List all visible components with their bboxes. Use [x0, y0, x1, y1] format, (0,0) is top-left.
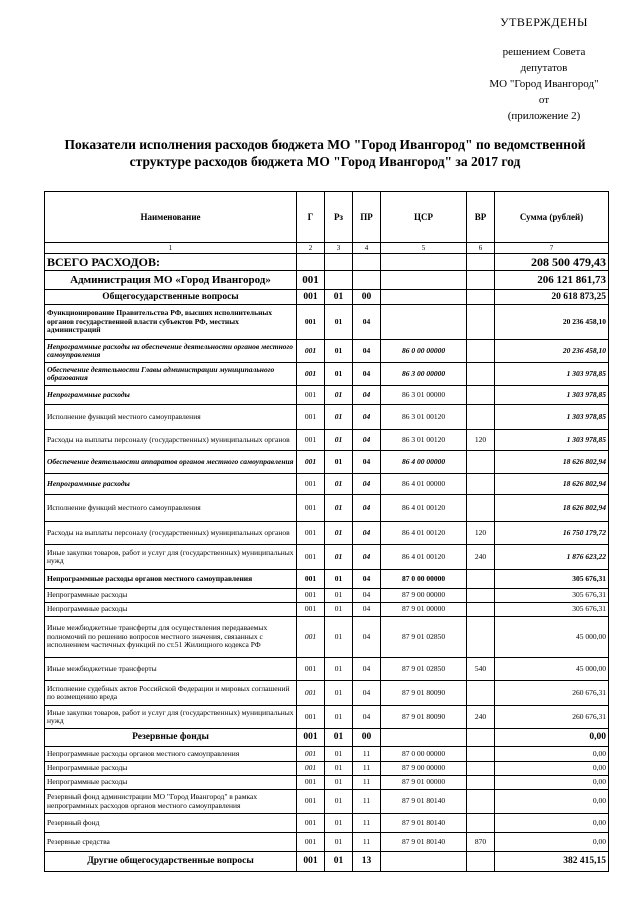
row-rz: 01 [325, 305, 353, 340]
row-pr: 13 [353, 852, 381, 872]
row-vr [467, 271, 495, 290]
row-sum: 1 303 978,85 [495, 363, 609, 386]
row-vr [467, 589, 495, 603]
table-row [45, 681, 609, 706]
row-pr: 11 [353, 790, 381, 814]
row-vr [467, 776, 495, 790]
row-pr: 04 [353, 386, 381, 405]
row-name: Непрограммные расходы [45, 474, 297, 495]
table-row [45, 706, 609, 729]
row-csr: 87 9 01 80140 [381, 790, 467, 814]
row-g: 001 [297, 729, 325, 747]
header-csr: ЦСР [381, 192, 467, 243]
row-vr [467, 762, 495, 776]
row-csr: 87 9 01 02850 [381, 617, 467, 658]
row-csr: 86 3 01 00120 [381, 430, 467, 451]
row-vr [467, 617, 495, 658]
row-rz [325, 254, 353, 271]
row-sum: 16 750 179,72 [495, 522, 609, 545]
row-pr: 04 [353, 340, 381, 363]
row-sum: 0,00 [495, 776, 609, 790]
row-csr: 86 3 01 00120 [381, 405, 467, 430]
row-g: 001 [297, 290, 325, 305]
row-g: 001 [297, 405, 325, 430]
row-sum: 18 626 802,94 [495, 451, 609, 474]
row-sum: 0,00 [495, 833, 609, 852]
row-vr: 870 [467, 833, 495, 852]
row-g: 001 [297, 386, 325, 405]
table-row [45, 833, 609, 852]
row-vr: 540 [467, 658, 495, 681]
row-sum: 305 676,31 [495, 589, 609, 603]
row-pr: 04 [353, 305, 381, 340]
row-name: Непрограммные расходы органов местного самоуправления [45, 747, 297, 762]
row-g: 001 [297, 363, 325, 386]
row-vr [467, 747, 495, 762]
row-pr: 04 [353, 589, 381, 603]
row-vr [467, 790, 495, 814]
row-name: Администрация МО «Город Ивангород» [45, 271, 297, 290]
row-csr: 86 4 01 00120 [381, 495, 467, 522]
row-vr [467, 290, 495, 305]
row-pr: 04 [353, 495, 381, 522]
row-pr: 11 [353, 814, 381, 833]
row-csr: 87 9 01 00000 [381, 603, 467, 617]
row-g: 001 [297, 617, 325, 658]
row-pr: 04 [353, 363, 381, 386]
col-number: 5 [381, 243, 467, 254]
approval-line: МО "Город Ивангород" [489, 78, 599, 90]
row-g: 001 [297, 340, 325, 363]
approval-title: УТВЕРЖДЕНЫ [500, 15, 588, 29]
row-g: 001 [297, 603, 325, 617]
row-sum: 20 236 458,10 [495, 305, 609, 340]
row-vr [467, 386, 495, 405]
row-name: Функционирование Правительства РФ, высших исполнительных органов государственной власти субъектов РФ, местных администраций [45, 305, 297, 340]
row-pr: 04 [353, 430, 381, 451]
row-vr [467, 405, 495, 430]
row-g: 001 [297, 495, 325, 522]
table-row [45, 495, 609, 522]
row-vr [467, 474, 495, 495]
row-sum: 0,00 [495, 729, 609, 747]
row-vr [467, 363, 495, 386]
row-csr: 86 4 01 00120 [381, 545, 467, 570]
approval-line: решением Совета [502, 46, 586, 58]
row-g: 001 [297, 522, 325, 545]
row-name: Исполнение судебных актов Российской Федерации и мировых соглашений по возмещению вреда [45, 681, 297, 706]
row-csr: 87 9 01 00000 [381, 776, 467, 790]
row-name: Обеспечение деятельности Главы администрации муниципального образования [45, 363, 297, 386]
table-row [45, 790, 609, 814]
row-name: Иные закупки товаров, работ и услуг для (государственных) муниципальных нужд [45, 545, 297, 570]
row-rz: 01 [325, 405, 353, 430]
table-header-row [45, 192, 609, 243]
row-rz [325, 271, 353, 290]
row-sum: 1 303 978,85 [495, 430, 609, 451]
row-g: 001 [297, 589, 325, 603]
row-csr: 86 4 01 00000 [381, 474, 467, 495]
row-pr: 04 [353, 681, 381, 706]
row-csr: 86 4 00 00000 [381, 451, 467, 474]
row-name: Иные межбюджетные трансферты для осуществления передаваемых полномочий по решению вопросов местного значения, связанных с исполнением частичных функций по ст.51 Жилищного кодекса РФ [45, 617, 297, 658]
row-csr: 86 4 01 00120 [381, 522, 467, 545]
row-csr: 87 9 01 80140 [381, 814, 467, 833]
row-csr [381, 729, 467, 747]
row-csr [381, 254, 467, 271]
row-vr [467, 340, 495, 363]
document-title-line: Показатели исполнения расходов бюджета МО "Город Ивангород" по ведомственной [64, 137, 586, 152]
row-sum: 208 500 479,43 [495, 254, 609, 271]
row-g: 001 [297, 658, 325, 681]
row-g: 001 [297, 271, 325, 290]
row-g: 001 [297, 814, 325, 833]
row-g: 001 [297, 833, 325, 852]
row-csr: 86 3 01 00000 [381, 386, 467, 405]
row-rz: 01 [325, 852, 353, 872]
row-pr: 11 [353, 776, 381, 790]
row-sum: 305 676,31 [495, 603, 609, 617]
row-csr: 87 0 00 00000 [381, 570, 467, 589]
row-sum: 1 876 623,22 [495, 545, 609, 570]
header-pr: ПР [353, 192, 381, 243]
table-row [45, 290, 609, 305]
row-name: ВСЕГО РАСХОДОВ: [45, 254, 297, 271]
row-vr [467, 254, 495, 271]
row-pr: 04 [353, 474, 381, 495]
col-number: 7 [495, 243, 609, 254]
row-rz: 01 [325, 589, 353, 603]
row-rz: 01 [325, 603, 353, 617]
table-row [45, 658, 609, 681]
col-number: 6 [467, 243, 495, 254]
row-csr: 87 0 00 00000 [381, 747, 467, 762]
header-name: Наименование [45, 192, 297, 243]
col-number: 1 [45, 243, 297, 254]
row-rz: 01 [325, 814, 353, 833]
row-name: Непрограммные расходы [45, 589, 297, 603]
row-rz: 01 [325, 363, 353, 386]
table-row [45, 405, 609, 430]
table-row [45, 814, 609, 833]
row-pr: 11 [353, 762, 381, 776]
row-csr: 87 9 00 00000 [381, 589, 467, 603]
table-row [45, 254, 609, 271]
row-g: 001 [297, 305, 325, 340]
row-vr [467, 852, 495, 872]
row-name: Другие общегосударственные вопросы [45, 852, 297, 872]
row-pr: 04 [353, 545, 381, 570]
table-row [45, 747, 609, 762]
row-vr [467, 451, 495, 474]
row-rz: 01 [325, 790, 353, 814]
row-vr [467, 603, 495, 617]
row-pr: 04 [353, 603, 381, 617]
row-sum: 0,00 [495, 762, 609, 776]
table-row [45, 589, 609, 603]
row-name: Исполнение функций местного самоуправления [45, 405, 297, 430]
row-rz: 01 [325, 833, 353, 852]
row-sum: 305 676,31 [495, 570, 609, 589]
expenditure-table [44, 191, 609, 872]
row-name: Резервные средства [45, 833, 297, 852]
row-vr [467, 729, 495, 747]
table-row [45, 852, 609, 872]
row-sum: 0,00 [495, 747, 609, 762]
row-vr: 120 [467, 430, 495, 451]
row-csr: 86 3 00 00000 [381, 363, 467, 386]
approval-line: от [538, 94, 550, 106]
table-row [45, 271, 609, 290]
row-sum: 20 618 873,25 [495, 290, 609, 305]
table-row [45, 305, 609, 340]
header-g: Г [297, 192, 325, 243]
row-sum: 260 676,31 [495, 681, 609, 706]
col-number: 3 [325, 243, 353, 254]
row-name: Непрограммные расходы [45, 762, 297, 776]
table-row [45, 363, 609, 386]
row-rz: 01 [325, 474, 353, 495]
row-name: Обеспечение деятельности аппаратов органов местного самоуправления [45, 451, 297, 474]
table-row [45, 570, 609, 589]
row-pr [353, 271, 381, 290]
row-name: Резервный фонд администрации МО "Город Ивангород" в рамках непрограммных расходов органов местного самоуправления [45, 790, 297, 814]
document-title-line: структуре расходов бюджета МО "Город Ивангород" за 2017 год [129, 154, 521, 169]
row-g: 001 [297, 451, 325, 474]
approval-line: (приложение 2) [507, 110, 581, 122]
row-g: 001 [297, 747, 325, 762]
col-number: 4 [353, 243, 381, 254]
row-vr: 240 [467, 706, 495, 729]
header-sum: Сумма (рублей) [495, 192, 609, 243]
row-pr: 04 [353, 706, 381, 729]
row-sum: 1 303 978,85 [495, 386, 609, 405]
row-name: Общегосударственные вопросы [45, 290, 297, 305]
row-name: Иные межбюджетные трансферты [45, 658, 297, 681]
row-rz: 01 [325, 430, 353, 451]
row-rz: 01 [325, 617, 353, 658]
row-sum: 206 121 861,73 [495, 271, 609, 290]
row-sum: 45 000,00 [495, 617, 609, 658]
row-g: 001 [297, 852, 325, 872]
row-rz: 01 [325, 706, 353, 729]
row-name: Иные закупки товаров, работ и услуг для (государственных) муниципальных нужд [45, 706, 297, 729]
table-row [45, 340, 609, 363]
approval-block [474, 14, 614, 124]
table-row [45, 617, 609, 658]
row-csr [381, 305, 467, 340]
row-vr [467, 681, 495, 706]
row-name: Расходы на выплаты персоналу (государственных) муниципальных органов [45, 522, 297, 545]
table-row [45, 451, 609, 474]
row-name: Расходы на выплаты персоналу (государственных) муниципальных органов [45, 430, 297, 451]
row-sum: 1 303 978,85 [495, 405, 609, 430]
row-g: 001 [297, 545, 325, 570]
row-name: Непрограммные расходы [45, 386, 297, 405]
table-row [45, 545, 609, 570]
row-pr: 11 [353, 833, 381, 852]
row-sum: 20 236 458,10 [495, 340, 609, 363]
row-rz: 01 [325, 340, 353, 363]
table-row [45, 729, 609, 747]
row-g: 001 [297, 430, 325, 451]
row-rz: 01 [325, 386, 353, 405]
row-rz: 01 [325, 776, 353, 790]
row-pr: 04 [353, 451, 381, 474]
row-rz: 01 [325, 522, 353, 545]
row-rz: 01 [325, 762, 353, 776]
row-g: 001 [297, 570, 325, 589]
row-sum: 18 626 802,94 [495, 495, 609, 522]
column-number-row [45, 243, 609, 254]
row-g: 001 [297, 474, 325, 495]
row-csr [381, 852, 467, 872]
row-csr: 87 9 01 80090 [381, 681, 467, 706]
row-vr: 120 [467, 522, 495, 545]
header-rz: Рз [325, 192, 353, 243]
table-row [45, 430, 609, 451]
approval-line: депутатов [520, 62, 568, 74]
document-title [40, 136, 610, 170]
table-row [45, 386, 609, 405]
table-row [45, 762, 609, 776]
row-pr [353, 254, 381, 271]
row-sum: 0,00 [495, 814, 609, 833]
row-rz: 01 [325, 729, 353, 747]
row-sum: 260 676,31 [495, 706, 609, 729]
row-g: 001 [297, 762, 325, 776]
row-sum: 382 415,15 [495, 852, 609, 872]
row-vr [467, 814, 495, 833]
row-rz: 01 [325, 658, 353, 681]
row-rz: 01 [325, 545, 353, 570]
row-rz: 01 [325, 747, 353, 762]
row-g: 001 [297, 790, 325, 814]
table-row [45, 776, 609, 790]
row-csr: 87 9 01 80090 [381, 706, 467, 729]
row-name: Непрограммные расходы [45, 603, 297, 617]
row-vr [467, 570, 495, 589]
row-csr: 87 9 00 00000 [381, 762, 467, 776]
row-csr: 87 9 01 80140 [381, 833, 467, 852]
table-row [45, 522, 609, 545]
row-name: Резервные фонды [45, 729, 297, 747]
row-rz: 01 [325, 570, 353, 589]
row-name: Непрограммные расходы [45, 776, 297, 790]
row-csr [381, 290, 467, 305]
row-vr [467, 305, 495, 340]
row-pr: 11 [353, 747, 381, 762]
row-g: 001 [297, 706, 325, 729]
row-csr [381, 271, 467, 290]
row-pr: 04 [353, 658, 381, 681]
row-name: Непрограммные расходы на обеспечение деятельности органов местного самоуправления [45, 340, 297, 363]
col-number: 2 [297, 243, 325, 254]
row-sum: 45 000,00 [495, 658, 609, 681]
row-pr: 04 [353, 617, 381, 658]
row-g: 001 [297, 776, 325, 790]
table-row [45, 474, 609, 495]
row-pr: 04 [353, 405, 381, 430]
row-sum: 0,00 [495, 790, 609, 814]
row-csr: 86 0 00 00000 [381, 340, 467, 363]
header-vr: ВР [467, 192, 495, 243]
row-pr: 00 [353, 290, 381, 305]
row-pr: 04 [353, 570, 381, 589]
row-rz: 01 [325, 681, 353, 706]
row-g [297, 254, 325, 271]
row-vr: 240 [467, 545, 495, 570]
row-pr: 04 [353, 522, 381, 545]
row-csr: 87 9 01 02850 [381, 658, 467, 681]
row-rz: 01 [325, 451, 353, 474]
row-rz: 01 [325, 495, 353, 522]
row-g: 001 [297, 681, 325, 706]
table-row [45, 603, 609, 617]
row-vr [467, 495, 495, 522]
row-rz: 01 [325, 290, 353, 305]
row-name: Резервный фонд [45, 814, 297, 833]
row-pr: 00 [353, 729, 381, 747]
row-name: Исполнение функций местного самоуправления [45, 495, 297, 522]
row-sum: 18 626 802,94 [495, 474, 609, 495]
row-name: Непрограммные расходы органов местного самоуправления [45, 570, 297, 589]
